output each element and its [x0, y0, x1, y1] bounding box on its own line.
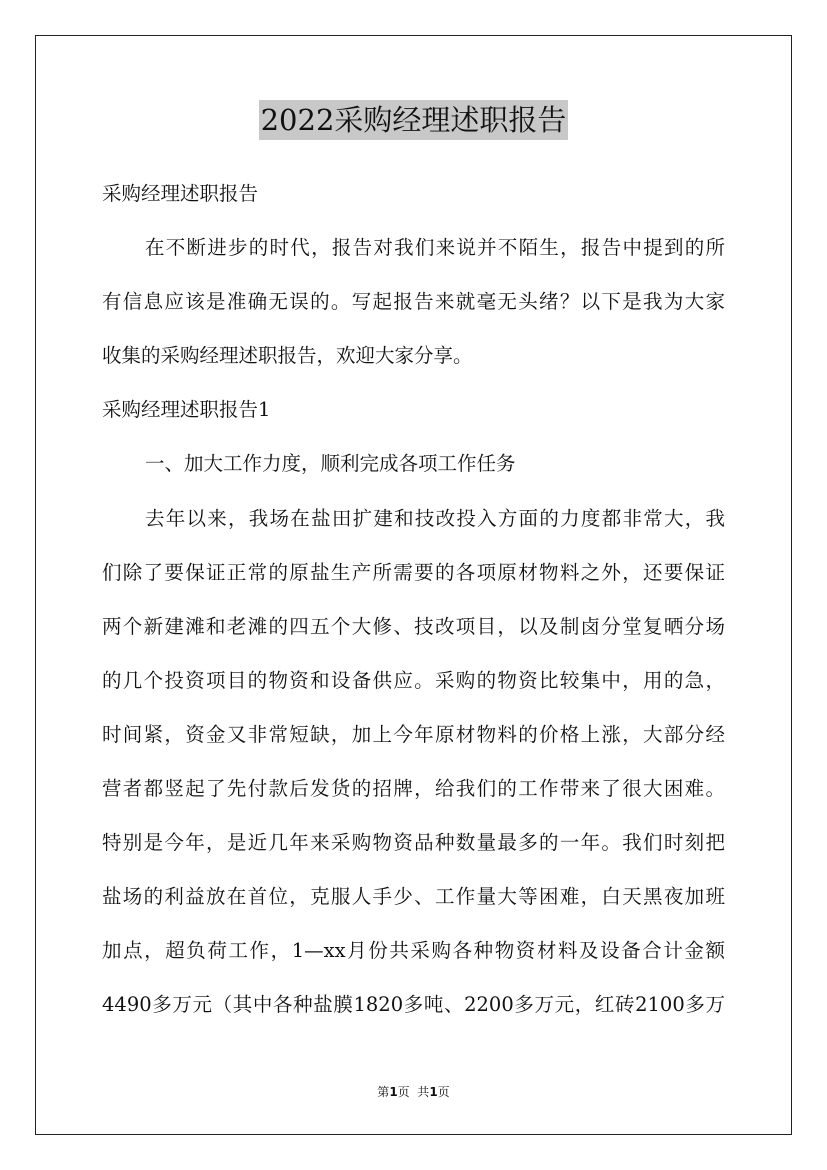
title-container [0, 100, 827, 140]
page-prefix: 第 [377, 1085, 390, 1099]
intro-line-2: 有信息应该是准确无误的。写起报告来就毫无头绪？以下是我为大家 [102, 290, 725, 313]
page-current: 1 [389, 1085, 398, 1099]
intro-line-1: 在不断进步的时代，报告对我们来说并不陌生，报告中提到的所 [145, 236, 725, 259]
document-subtitle: 采购经理述职报告 [102, 182, 259, 205]
body-line-2: 们除了要保证正常的原盐生产所需要的各项原材物料之外，还要保证 [102, 561, 725, 584]
body-line-8: 盐场的利益放在首位，克服人手少、工作量大等困难，白天黑夜加班 [102, 885, 725, 908]
page-total: 1 [429, 1085, 438, 1099]
document-title: 2022采购经理述职报告 [259, 100, 569, 140]
body-line-6: 营者都竖起了先付款后发货的招牌，给我们的工作带来了很大困难。 [102, 777, 725, 800]
page-mid: 页 共 [397, 1085, 430, 1099]
body-line-9: 加点，超负荷工作，1—xx月份共采购各种物资材料及设备合计金额 [102, 939, 725, 962]
section-heading: 采购经理述职报告1 [102, 398, 271, 421]
body-line-7: 特别是今年，是近几年来采购物资品种数量最多的一年。我们时刻把 [102, 831, 725, 854]
body-line-3: 两个新建滩和老滩的四五个大修、技改项目，以及制卤分堂复晒分场 [102, 615, 725, 638]
body-line-10: 4490多万元（其中各种盐膜1820多吨、2200多万元，红砖2100多万 [102, 993, 725, 1016]
body-line-4: 的几个投资项目的物资和设备供应。采购的物资比较集中，用的急， [102, 669, 725, 692]
body-line-1: 去年以来，我场在盐田扩建和技改投入方面的力度都非常大，我 [145, 507, 725, 530]
intro-line-3: 收集的采购经理述职报告，欢迎大家分享。 [102, 344, 473, 367]
page-footer [0, 1084, 827, 1100]
body-line-5: 时间紧，资金又非常短缺，加上今年原材物料的价格上涨，大部分经 [102, 723, 725, 746]
point-heading: 一、加大工作力度，顺利完成各项工作任务 [145, 452, 516, 475]
page-suffix: 页 [437, 1085, 450, 1099]
